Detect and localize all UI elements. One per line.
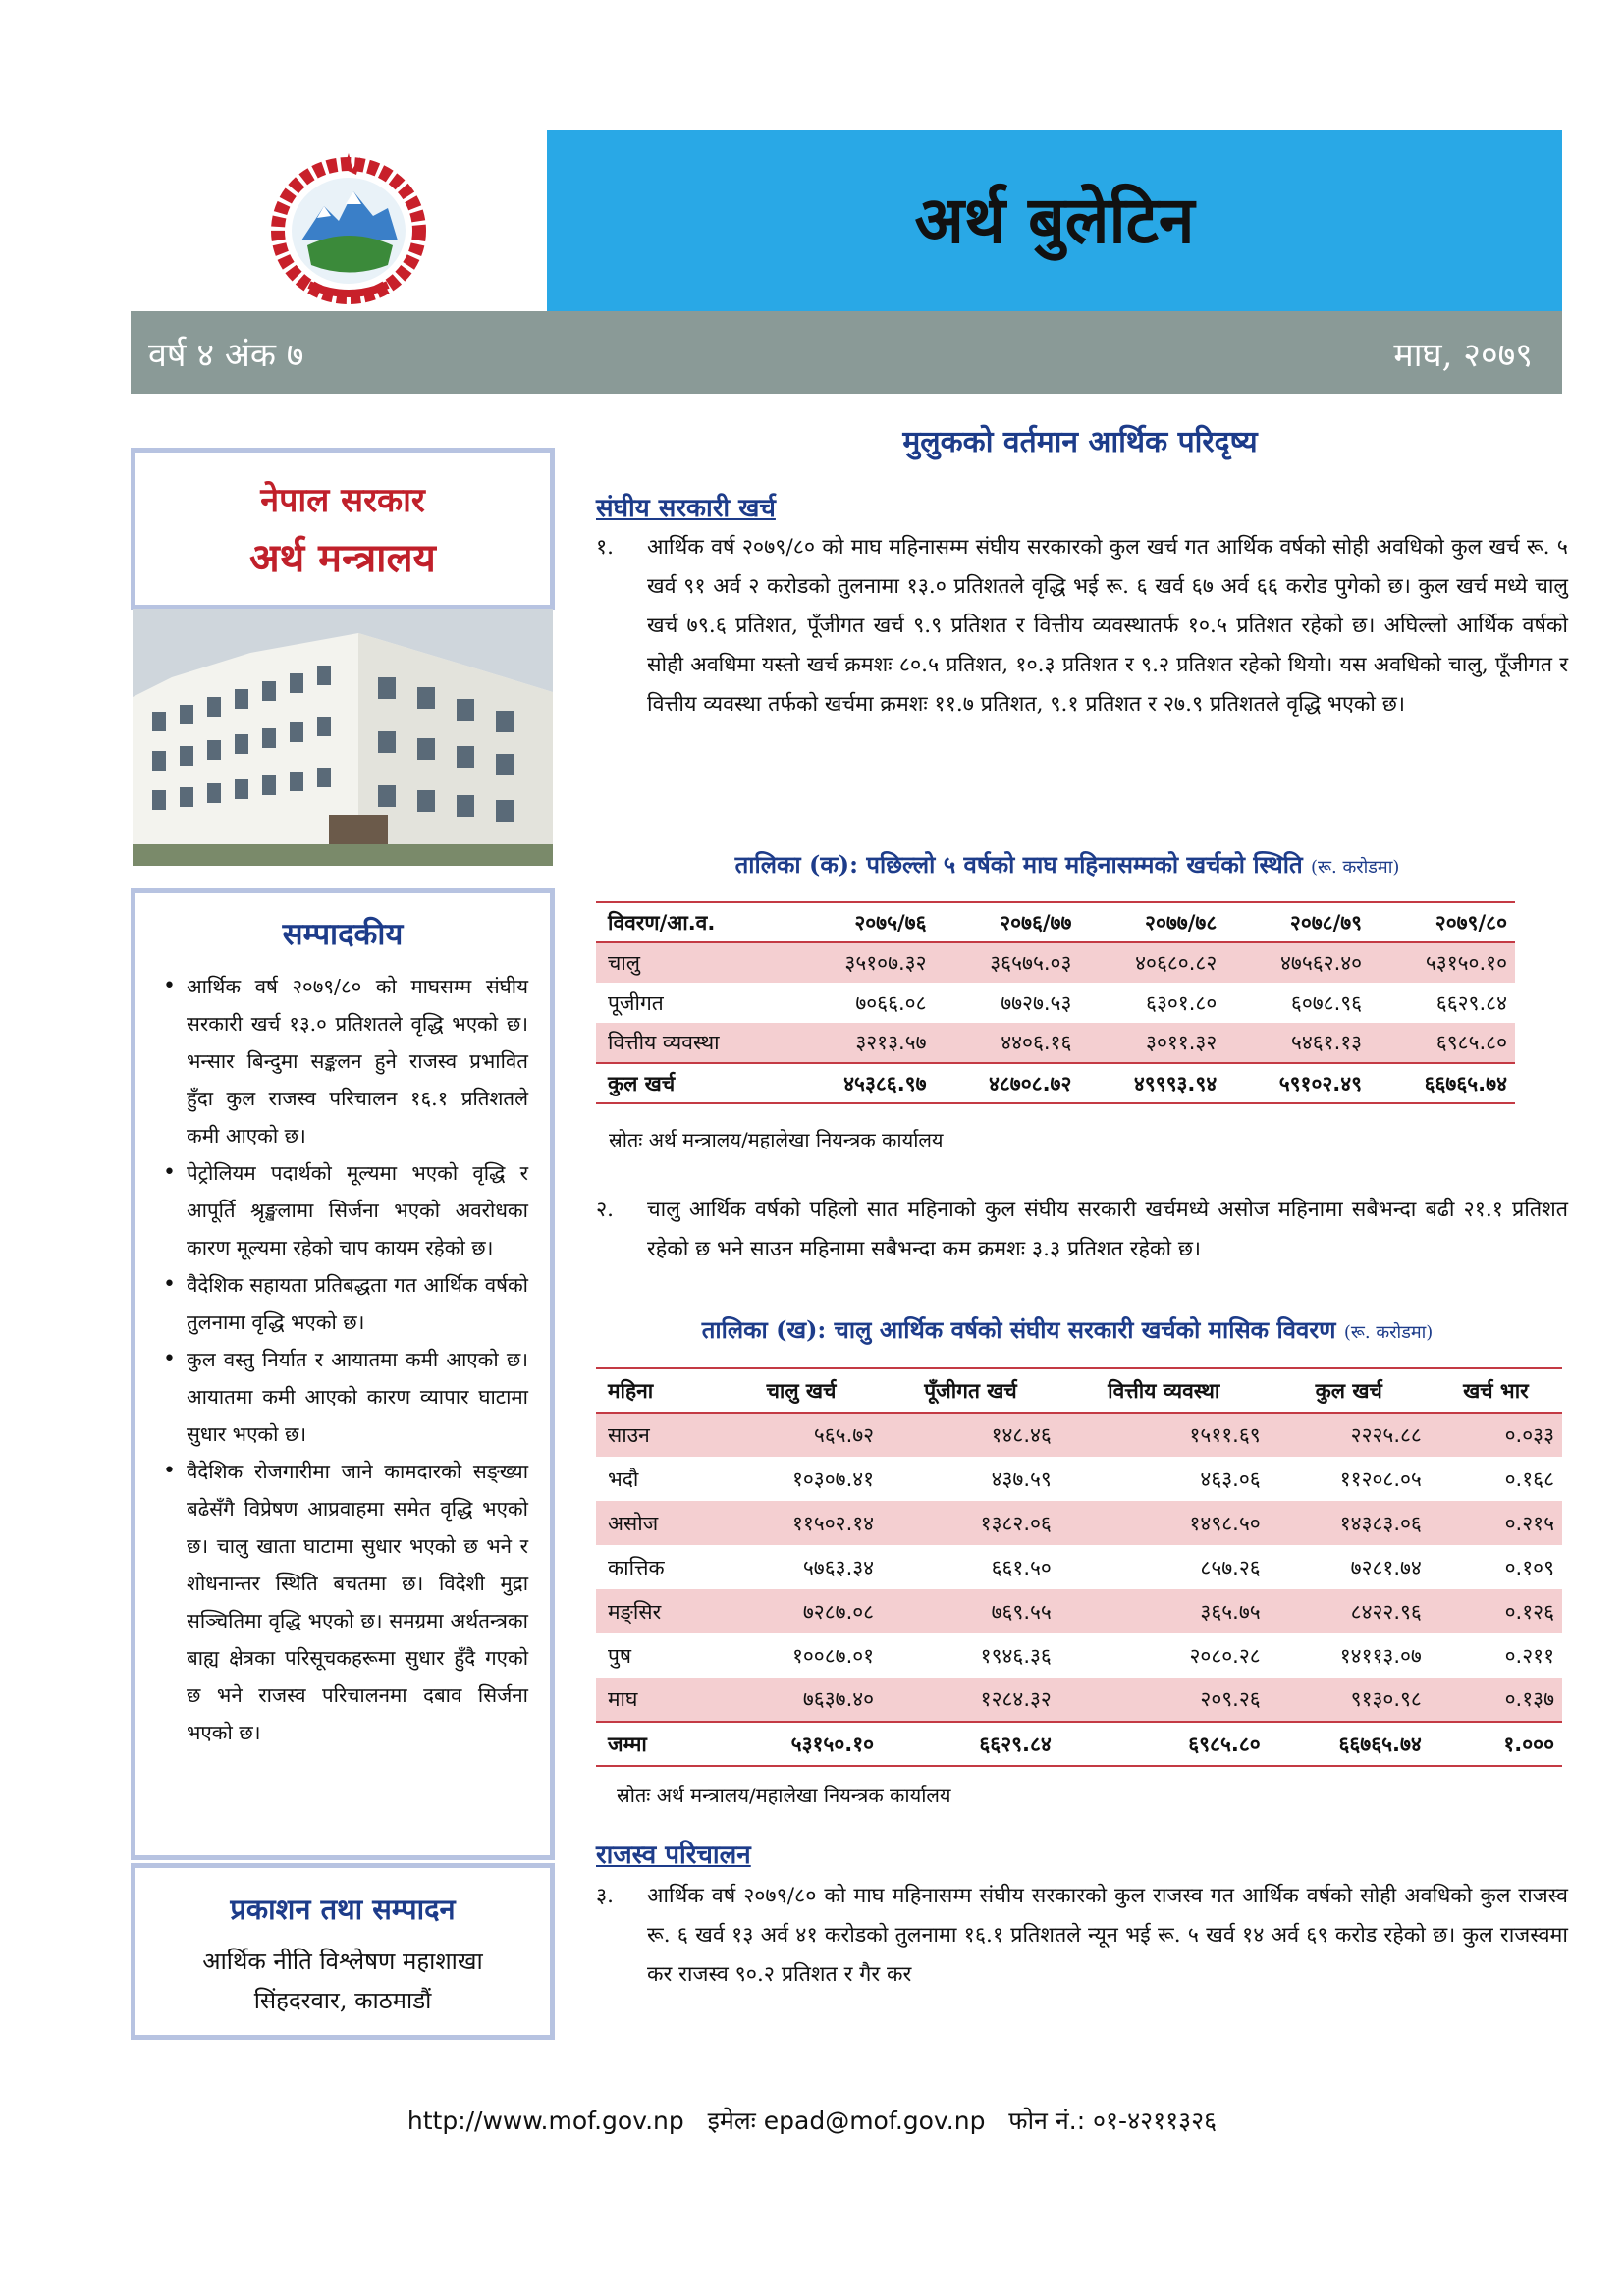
gov-name: नेपाल सरकार	[260, 481, 425, 520]
table-cell: भदौ	[608, 1467, 639, 1491]
publication-box	[131, 1863, 555, 2040]
table-2-source: स्रोतः अर्थ मन्त्रालय/महालेखा नियन्त्रक कार्यालय	[617, 1784, 951, 1807]
ministry-box	[131, 448, 555, 610]
table-cell: ३६५.७५	[1059, 1589, 1269, 1633]
issue-number: वर्ष ४ अंक ७	[148, 336, 304, 375]
editorial-item: • पेट्रोलियम पदार्थको मूल्यमा भएको वृद्धि र आपूर्ति श्रृङ्खलामा सिर्जना भएको अवरोधका कारण मूल्यमा रहेको चाप कायम रहेको छ।	[157, 1154, 528, 1266]
table-header: पूँजीगत खर्च	[924, 1378, 1017, 1403]
table-1-source: स्रोतः अर्थ मन्त्रालय/महालेखा नियन्त्रक कार्यालय	[609, 1128, 944, 1151]
table-cell: मङ्सिर	[596, 1589, 721, 1633]
table-row	[596, 1413, 1562, 1457]
table-row	[596, 983, 1515, 1023]
table-cell: ०.१३७	[1430, 1678, 1562, 1722]
table-cell: ७७२७.५३	[1001, 990, 1072, 1015]
publisher-address: सिंहदरवार, काठमाडौं	[253, 1987, 432, 2014]
table-1-title: तालिका (क): पछिल्लो ५ वर्षको माघ महिनासम्मको खर्चको स्थिति	[734, 850, 1303, 879]
table-row	[596, 1589, 1562, 1633]
table-cell: ६६७६५.७४	[1424, 1071, 1507, 1095]
table-header: कुल खर्च	[1315, 1378, 1382, 1403]
table-cell: माघ	[596, 1678, 721, 1722]
table-row	[596, 1545, 1562, 1589]
table-cell: वित्तीय व्यवस्था	[596, 1023, 789, 1063]
paragraph-text: चालु आर्थिक वर्षको पहिलो सात महिनाको कुल संघीय सरकारी खर्चमध्ये असोज महिनामा सबैभन्दा बढी २१.१ प्रतिशत रहेको छ भने साउन महिनामा सबैभन्दा कम क्रमशः ३.३ प्रतिशत रहेको छ।	[647, 1198, 1568, 1261]
table-1-unit: (रू. करोडमा)	[1311, 857, 1400, 878]
table-cell: ५३१५०.१०	[790, 1732, 875, 1756]
table-cell: ६९८५.८०	[1370, 1023, 1515, 1063]
table-cell: ५३१५०.१०	[1370, 942, 1515, 983]
table-cell: पूजीगत	[608, 990, 664, 1015]
nepal-emblem-icon	[250, 147, 447, 304]
publication-title: प्रकाशन तथा सम्पादन	[230, 1893, 456, 1926]
table-cell: २०८०.२८	[1189, 1643, 1261, 1668]
table-cell: चालु	[596, 942, 789, 983]
table-header: खर्च भार	[1463, 1378, 1529, 1403]
editorial-item: • कुल वस्तु निर्यात र आयातमा कमी आएको छ। आयातमा कमी आएको कारण व्यापार घाटामा सुधार भएको छ।	[157, 1341, 528, 1453]
table-cell: ४५३८६.९७	[843, 1071, 927, 1095]
expenditure-table	[596, 901, 1515, 1104]
issue-bar	[131, 311, 1562, 394]
phone-contact: फोन नं.: ०१-४२११३२६	[1008, 2107, 1218, 2135]
table-header-row	[596, 902, 1515, 942]
table-cell: ३५१०७.३२	[789, 942, 935, 983]
table-cell: ६०७८.९६	[1290, 990, 1363, 1015]
table-cell: ७२८१.७४	[1350, 1555, 1422, 1579]
table-cell: ४३७.५९	[991, 1467, 1052, 1491]
table-cell: ५७६३.३४	[802, 1555, 875, 1579]
table-cell: ७२८७.०८	[721, 1589, 882, 1633]
table-cell: ५९१०२.४९	[1278, 1071, 1363, 1095]
editorial-list	[157, 968, 528, 1751]
publisher-division: आर्थिक नीति विश्लेषण महाशाखा	[202, 1948, 483, 1975]
table-header: २०७६/७७	[1000, 910, 1072, 934]
table-cell: ४०६८०.८२	[1079, 942, 1224, 983]
table-cell: ०.०३३	[1430, 1413, 1562, 1457]
table-row	[596, 1633, 1562, 1678]
table-cell: १४९८.५०	[1059, 1501, 1269, 1545]
table-row	[596, 1501, 1562, 1545]
table-cell: ३२१३.५७	[789, 1023, 935, 1063]
table-cell: ४७५६२.४०	[1224, 942, 1370, 983]
table-cell: कात्तिक	[608, 1555, 665, 1579]
table-cell: ६६२९.८४	[979, 1732, 1052, 1756]
table-header: वित्तीय व्यवस्था	[1108, 1378, 1220, 1403]
paragraph-1	[596, 528, 1568, 724]
table-row	[596, 1457, 1562, 1501]
table-cell: २२२५.८८	[1269, 1413, 1430, 1457]
paragraph-2	[596, 1191, 1568, 1269]
editorial-item: • वैदेशिक सहायता प्रतिबद्धता गत आर्थिक वर्षको तुलनामा वृद्धि भएको छ।	[157, 1266, 528, 1341]
paragraph-text: आर्थिक वर्ष २०७९/८० को माघ महिनासम्म संघीय सरकारको कुल राजस्व गत आर्थिक वर्षको सोही अवधिको कुल राजस्व रू. ६ खर्व १३ अर्व ४१ करोडको तुलनामा १६.१ प्रतिशतले न्यून भई रू. ५ खर्व १४ अर्व ६९ करोड रहेको छ। कुल राजस्वमा कर राजस्व ९०.२ प्रतिशत र गैर कर	[647, 1884, 1568, 1987]
table-cell: पुष	[608, 1643, 632, 1668]
table-cell: ४९९९३.९४	[1133, 1071, 1218, 1095]
ministry-building-image	[133, 609, 553, 866]
table-cell: ४४०६.१६	[935, 1023, 1080, 1063]
issue-date: माघ, २०७९	[1393, 336, 1533, 375]
monthly-expenditure-table	[596, 1367, 1562, 1767]
table-cell: असोज	[596, 1501, 721, 1545]
editorial-box	[131, 888, 555, 1860]
bulletin-title: अर्थ बुलेटिन	[914, 182, 1195, 258]
title-banner	[547, 130, 1562, 311]
table-2-title: तालिका (ख): चालु आर्थिक वर्षको संघीय सरकारी खर्चको मासिक विवरण	[701, 1315, 1336, 1344]
table-cell: ४८७०८.७२	[988, 1071, 1072, 1095]
table-cell: ६६२९.८४	[1435, 990, 1507, 1015]
table-cell: २०९.२६	[1059, 1678, 1269, 1722]
table-cell: ७६९.५५	[882, 1589, 1059, 1633]
table-cell: ५६५.७२	[721, 1413, 882, 1457]
table-2-unit: (रू. करोडमा)	[1343, 1322, 1434, 1343]
table-cell: १९४६.३६	[980, 1643, 1052, 1668]
table-cell: ४६३.०६	[1200, 1467, 1261, 1491]
table-cell: ९१३०.९८	[1269, 1678, 1430, 1722]
main-title: मुलुकको वर्तमान आर्थिक परिदृष्य	[902, 425, 1258, 459]
editorial-title: सम्पादकीय	[282, 917, 404, 952]
table-cell: ११२०८.०५	[1339, 1467, 1422, 1491]
table-row	[596, 942, 1515, 983]
table-1-caption	[596, 848, 1539, 881]
editorial-item: • आर्थिक वर्ष २०७९/८० को माघसम्म संघीय सरकारी खर्च १३.० प्रतिशतले वृद्धि भएको छ। भन्सार बिन्दुमा सङ्कलन हुने राजस्व प्रभावित हुँदा कुल राजस्व परिचालन १६.१ प्रतिशतले कमी आएको छ।	[157, 968, 528, 1154]
table-cell: ०.२११	[1504, 1643, 1554, 1668]
table-cell: १.०००	[1503, 1732, 1554, 1756]
table-cell: ३०११.३२	[1079, 1023, 1224, 1063]
table-cell: ७६३७.४०	[721, 1678, 882, 1722]
footer	[0, 2104, 1624, 2137]
section-heading-revenue: राजस्व परिचालन	[596, 1841, 751, 1870]
table-cell: ६९८५.८०	[1188, 1732, 1261, 1756]
ministry-name: अर्थ मन्त्रालय	[249, 535, 436, 581]
table-cell: ३६५७५.०३	[935, 942, 1080, 983]
paragraph-number: २.	[596, 1198, 615, 1222]
table-header: २०७७/७८	[1145, 910, 1218, 934]
table-2-caption	[596, 1313, 1539, 1346]
paragraph-number: १.	[596, 535, 615, 560]
table-row	[596, 1678, 1562, 1722]
table-cell: ६६७६५.७४	[1338, 1732, 1422, 1756]
table-cell: ६६१.५०	[991, 1555, 1052, 1579]
paragraph-number: ३.	[596, 1884, 615, 1908]
section-heading-expenditure: संघीय सरकारी खर्च	[596, 494, 776, 523]
paragraph-3	[596, 1877, 1568, 1995]
table-header-row	[596, 1368, 1562, 1413]
website-link[interactable]: http://www.mof.gov.np	[406, 2107, 684, 2135]
editorial-item: • वैदेशिक रोजगारीमा जाने कामदारको सङ्ख्या बढेसँगै विप्रेषण आप्रवाहमा समेत वृद्धि भएको छ। चालु खाता घाटामा सुधार भएको छ भने र शोधनान्तर स्थिति बचतमा छ। विदेशी मुद्रा सञ्चितिमा वृद्धि भएको छ। समग्रमा अर्थतन्त्रका बाह्य क्षेत्रका परिसूचकहरूमा सुधार हुँदै गएको छ भने राजस्व परिचालनमा दबाव सिर्जना भएको छ।	[157, 1453, 528, 1751]
table-total-row	[596, 1722, 1562, 1766]
table-cell: ०.१२६	[1430, 1589, 1562, 1633]
table-cell: ०.१६८	[1504, 1467, 1554, 1491]
table-cell: १४८.४६	[882, 1413, 1059, 1457]
table-total-row	[596, 1063, 1515, 1103]
table-cell: १४३८३.०६	[1269, 1501, 1430, 1545]
table-cell: १०३०७.४१	[791, 1467, 875, 1491]
email-contact[interactable]: इमेलः epad@mof.gov.np	[707, 2107, 986, 2135]
table-header: २०७८/७९	[1289, 910, 1363, 934]
table-cell: १३८२.०६	[882, 1501, 1059, 1545]
table-header: चालु खर्च	[766, 1378, 837, 1403]
table-cell: कुल खर्च	[608, 1071, 676, 1095]
table-cell: ११५०२.१४	[721, 1501, 882, 1545]
table-cell: जम्मा	[608, 1732, 647, 1756]
table-header: २०७९/८०	[1435, 910, 1507, 934]
table-header: विवरण/आ.व.	[608, 910, 716, 934]
table-header: २०७५/७६	[854, 910, 927, 934]
table-row	[596, 1023, 1515, 1063]
table-cell: ६३०१.८०	[1146, 990, 1218, 1015]
paragraph-text: आर्थिक वर्ष २०७९/८० को माघ महिनासम्म संघीय सरकारको कुल खर्च गत आर्थिक वर्षको सोही अवधिको कुल खर्च रू. ५ खर्व ९१ अर्व २ करोडको तुलनामा १३.० प्रतिशतले वृद्धि भई रू. ६ खर्व ६७ अर्व ६६ करोड पुगेको छ। कुल खर्च मध्ये चालु खर्च ७९.६ प्रतिशत, पूँजीगत खर्च ९.९ प्रतिशत र वित्तीय व्यवस्थातर्फ १०.५ प्रतिशत रहेको छ। अघिल्लो आर्थिक वर्षको सोही अवधिमा यस्तो खर्च क्रमशः ८०.५ प्रतिशत, १०.३ प्रतिशत र ९.२ प्रतिशत रहेको थियो। यस अवधिको चालु, पूँजीगत र वित्तीय व्यवस्था तर्फको खर्चमा क्रमशः ११.७ प्रतिशत, ९.१ प्रतिशत र २७.९ प्रतिशतले वृद्धि भएको छ।	[647, 535, 1568, 717]
table-cell: ७०६६.०८	[855, 990, 927, 1015]
table-cell: १२८४.३२	[882, 1678, 1059, 1722]
table-cell: साउन	[596, 1413, 721, 1457]
table-header: महिना	[608, 1378, 654, 1403]
table-cell: १४११३.०७	[1339, 1643, 1422, 1668]
table-cell: ५४६१.१३	[1224, 1023, 1370, 1063]
table-cell: १५११.६९	[1059, 1413, 1269, 1457]
table-cell: ८५७.२६	[1200, 1555, 1261, 1579]
table-cell: ८४२२.९६	[1269, 1589, 1430, 1633]
table-cell: ०.२१५	[1430, 1501, 1562, 1545]
table-cell: १००८७.०१	[791, 1643, 875, 1668]
table-cell: ०.१०९	[1504, 1555, 1554, 1579]
